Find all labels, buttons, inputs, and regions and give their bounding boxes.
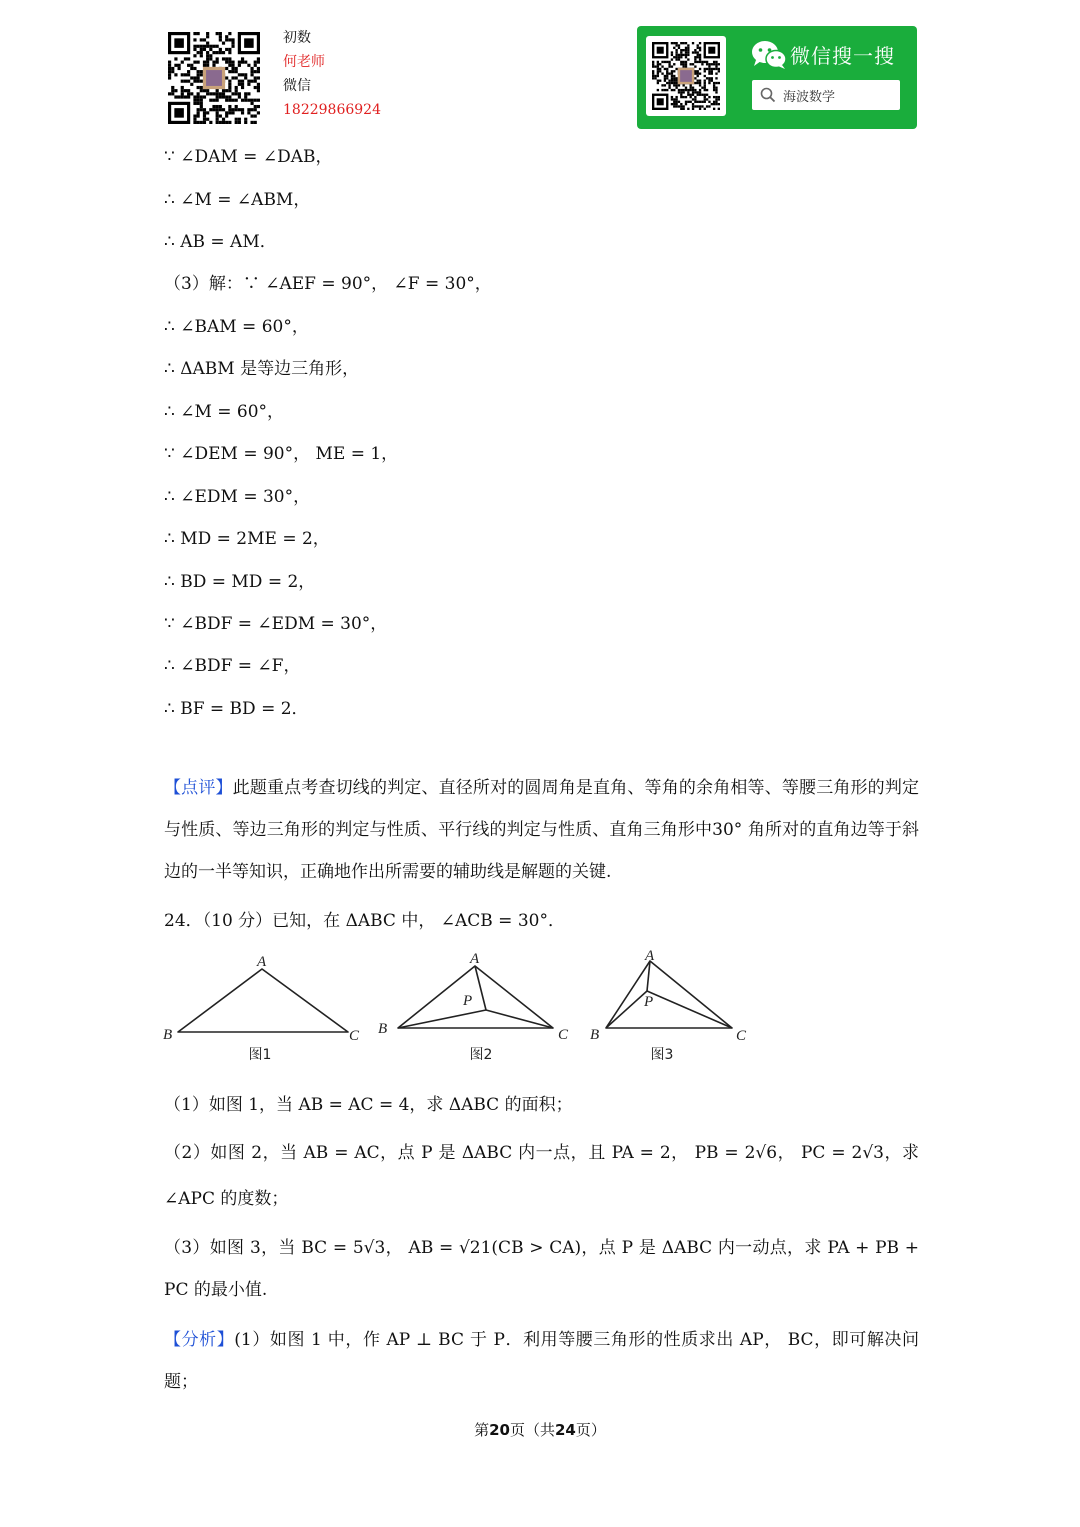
figure2-triangle — [398, 966, 553, 1028]
page-footer: 第20页（共24页） — [474, 1421, 606, 1439]
qr-code-left — [168, 32, 260, 124]
figure1-label-c: C — [349, 1028, 360, 1044]
review-tag: 【点评】 — [164, 778, 233, 798]
solution-line: ∴ ∠BAM = 60°， — [164, 317, 309, 337]
current-page-number: 20 — [489, 1421, 510, 1439]
solution-line: ∴ AB = AM． — [164, 232, 277, 252]
solution-line: （3）解：∵ ∠AEF = 90°， ∠F = 30°， — [164, 274, 492, 294]
figure1-label-b: B — [163, 1027, 173, 1043]
contact-line-teacher: 何老师 — [283, 54, 325, 70]
solution-line: ∴ ∠BDF = ∠F， — [164, 656, 301, 676]
contact-info — [283, 26, 381, 122]
question-1: （1）如图 1，当 AB = AC = 4，求 ΔABC 的面积； — [164, 1095, 573, 1115]
triangle-figures — [160, 948, 760, 1068]
figure2-label-c: C — [558, 1027, 569, 1043]
wechat-search-box[interactable] — [752, 80, 900, 110]
solution-line: ∴ ∠M = ∠ABM， — [164, 190, 311, 210]
figure3-segment-pc — [647, 991, 732, 1028]
figure2-label-b: B — [378, 1021, 388, 1037]
wechat-search-card[interactable] — [637, 26, 917, 129]
figure3-triangle — [606, 961, 732, 1028]
solution-line: ∴ ΔABM 是等边三角形， — [164, 359, 360, 379]
review-paragraph — [164, 767, 919, 893]
figure1-label-a: A — [257, 954, 267, 970]
qr-code-right — [646, 36, 726, 116]
figure2-segment-pb — [398, 1010, 486, 1028]
figure3-label-b: B — [590, 1027, 600, 1043]
analysis-text: (1）如图 1 中，作 AP ⊥ BC 于 P．利用等腰三角形的性质求出 AP， BC，即可解决问题； — [164, 1330, 920, 1392]
analysis-tag: 【分析】 — [164, 1330, 235, 1350]
solution-line: ∵ ∠BDF = ∠EDM = 30°， — [164, 614, 388, 634]
triangle-figures-svg — [160, 948, 760, 1068]
contact-line-subject: 初数 — [283, 30, 311, 46]
wechat-logo-icon — [751, 40, 787, 70]
figure3-label-a: A — [645, 948, 655, 964]
analysis-paragraph — [164, 1319, 919, 1403]
figure2-label-p: P — [463, 993, 473, 1009]
solution-line: ∴ BD = MD = 2， — [164, 572, 316, 592]
figure3-label-p: P — [644, 994, 654, 1010]
figure2-label-a: A — [470, 951, 480, 967]
figure1-triangle — [178, 969, 348, 1032]
solution-line: ∵ ∠DAM = ∠DAB， — [164, 147, 333, 167]
wechat-search-title: 微信搜一搜 — [790, 44, 895, 68]
solution-line: ∴ BF = BD = 2． — [164, 699, 309, 719]
total-page-count: 24 — [555, 1421, 576, 1439]
figure1-caption: 图1 — [248, 1047, 272, 1063]
question-3: （3）如图 3，当 BC = 5√3， AB = √21(CB > CA)，点 P 是 ΔABC 内一动点，求 PA + PB + PC 的最小值. — [164, 1238, 919, 1300]
figure2-caption: 图2 — [469, 1047, 493, 1063]
question-2: （2）如图 2，当 AB = AC，点 P 是 ΔABC 内一点，且 PA = 2， PB = 2√6， PC = 2√3，求 ∠APC 的度数； — [164, 1143, 919, 1209]
review-text: 此题重点考查切线的判定、直径所对的圆周角是直角、等角的余角相等、等腰三角形的判定与性质、等边三角形的判定与性质、平行线的判定与性质、直角三角形中30° 角所对的直角边等于斜边的一半等知识，正确地作出所需要的辅助线是解题的关键. — [164, 778, 920, 882]
figure3-label-c: C — [736, 1028, 747, 1044]
wechat-search-term: 海波数学 — [783, 90, 836, 105]
figure3-caption: 图3 — [650, 1047, 674, 1063]
contact-line-wechat: 微信 — [283, 78, 311, 94]
contact-line-phone: 18229866924 — [283, 102, 381, 118]
solution-line: ∴ ∠M = 60°， — [164, 402, 285, 422]
solution-line: ∵ ∠DEM = 90°， ME = 1， — [164, 444, 399, 464]
solution-line: ∴ ∠EDM = 30°， — [164, 487, 311, 507]
search-icon — [760, 87, 776, 103]
solution-line: ∴ MD = 2ME = 2， — [164, 529, 330, 549]
problem-stem: 24．（10 分）已知，在 ΔABC 中， ∠ACB = 30°． — [164, 911, 565, 931]
